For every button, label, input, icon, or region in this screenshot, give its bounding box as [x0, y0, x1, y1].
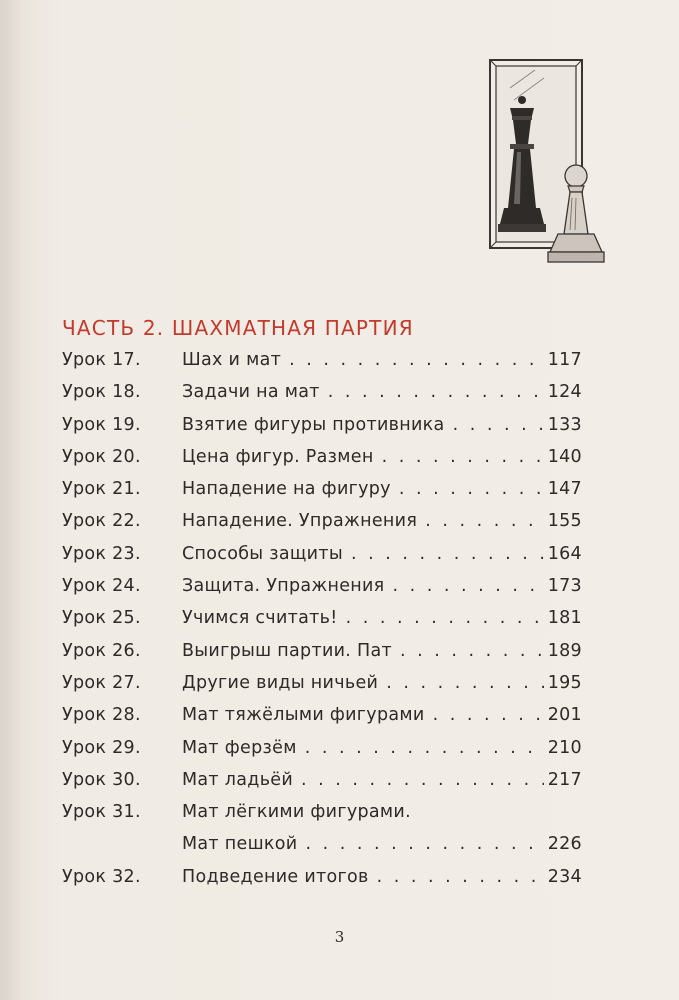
dot-leader — [289, 350, 544, 370]
lesson-title: Задачи на мат — [182, 382, 320, 403]
lesson-number: Урок 29. — [62, 737, 141, 758]
toc-row — [62, 346, 582, 378]
toc-row — [62, 637, 582, 669]
lesson-title: Нападение на фигуру — [182, 479, 391, 500]
toc-row — [62, 411, 582, 443]
dot-leader — [328, 382, 544, 402]
table-of-contents — [62, 346, 582, 895]
page-ref: 133 — [547, 414, 582, 435]
dot-leader — [346, 608, 544, 628]
lesson-number: Урок 32. — [62, 866, 141, 887]
page-ref: 195 — [547, 672, 582, 693]
section-title: ЧАСТЬ 2. ШАХМАТНАЯ ПАРТИЯ — [62, 316, 414, 340]
lesson-title: Другие виды ничьей — [182, 672, 379, 693]
lesson-number: Урок 22. — [62, 511, 141, 532]
toc-row — [62, 378, 582, 410]
dot-leader — [305, 738, 544, 758]
lesson-number: Урок 24. — [62, 576, 141, 597]
toc-row — [62, 701, 582, 733]
dot-leader — [453, 415, 544, 435]
dot-leader — [393, 576, 544, 596]
lesson-title: Учимся считать! — [182, 608, 338, 629]
dot-leader — [386, 673, 543, 693]
dot-leader — [425, 511, 544, 531]
toc-row — [62, 540, 582, 572]
lesson-title: Мат лёгкими фигурами. — [182, 802, 411, 823]
lesson-number: Урок 28. — [62, 705, 141, 726]
page-ref: 181 — [547, 608, 582, 629]
toc-row — [62, 863, 582, 895]
lesson-number: Урок 21. — [62, 479, 141, 500]
lesson-number: Урок 17. — [62, 350, 141, 370]
page-number: 3 — [334, 928, 345, 946]
lesson-number: Урок 26. — [62, 640, 141, 661]
page-ref: 140 — [547, 446, 582, 467]
dot-leader — [433, 705, 544, 725]
lesson-title: Защита. Упражнения — [182, 576, 385, 597]
page-ref: 226 — [547, 834, 582, 855]
lesson-title: Взятие фигуры противника — [182, 414, 445, 435]
toc-row — [62, 475, 582, 507]
lesson-number: Урок 19. — [62, 414, 141, 435]
lesson-title: Мат пешкой — [182, 834, 298, 855]
page-ref: 173 — [547, 576, 582, 597]
toc-row — [62, 507, 582, 539]
lesson-number: Урок 23. — [62, 543, 141, 564]
lesson-title: Шах и мат — [182, 350, 282, 370]
page-ref: 210 — [547, 737, 582, 758]
dot-leader — [351, 544, 544, 564]
page-ref: 155 — [547, 511, 582, 532]
lesson-number: Урок 25. — [62, 608, 141, 629]
gutter-shadow — [0, 0, 22, 1000]
chess-mirror-illustration — [480, 48, 620, 278]
lesson-number: Урок 18. — [62, 382, 141, 403]
dot-leader — [400, 641, 544, 661]
lesson-title: Выигрыш партии. Пат — [182, 640, 393, 661]
lesson-title: Подведение итогов — [182, 866, 369, 887]
page-ref: 164 — [547, 543, 582, 564]
lesson-title: Мат ферзём — [182, 737, 297, 758]
page-ref: 201 — [547, 705, 582, 726]
dot-leader — [305, 834, 543, 854]
page-ref: 124 — [547, 382, 582, 403]
page-ref: 117 — [547, 350, 582, 370]
lesson-title: Мат ладьёй — [182, 769, 294, 790]
toc-row — [62, 798, 582, 830]
page-ref: 147 — [547, 479, 582, 500]
dot-leader — [377, 867, 544, 887]
lesson-number: Урок 31. — [62, 802, 141, 823]
lesson-number: Урок 30. — [62, 769, 141, 790]
dot-leader — [301, 770, 544, 790]
page-ref: 234 — [547, 866, 582, 887]
lesson-title: Мат тяжёлыми фигурами — [182, 705, 425, 726]
toc-row — [62, 572, 582, 604]
lesson-title: Цена фигур. Размен — [182, 446, 374, 467]
page-ref: 189 — [547, 640, 582, 661]
lesson-title: Нападение. Упражнения — [182, 511, 418, 532]
toc-row — [62, 604, 582, 636]
lesson-title: Способы защиты — [182, 543, 343, 564]
toc-row — [62, 830, 582, 862]
lesson-number: Урок 27. — [62, 672, 141, 693]
toc-row — [62, 734, 582, 766]
toc-row — [62, 669, 582, 701]
dot-leader — [399, 479, 544, 499]
toc-row — [62, 443, 582, 475]
lesson-number: Урок 20. — [62, 446, 141, 467]
dot-leader — [382, 447, 544, 467]
page-ref: 217 — [547, 769, 582, 790]
toc-row — [62, 766, 582, 798]
